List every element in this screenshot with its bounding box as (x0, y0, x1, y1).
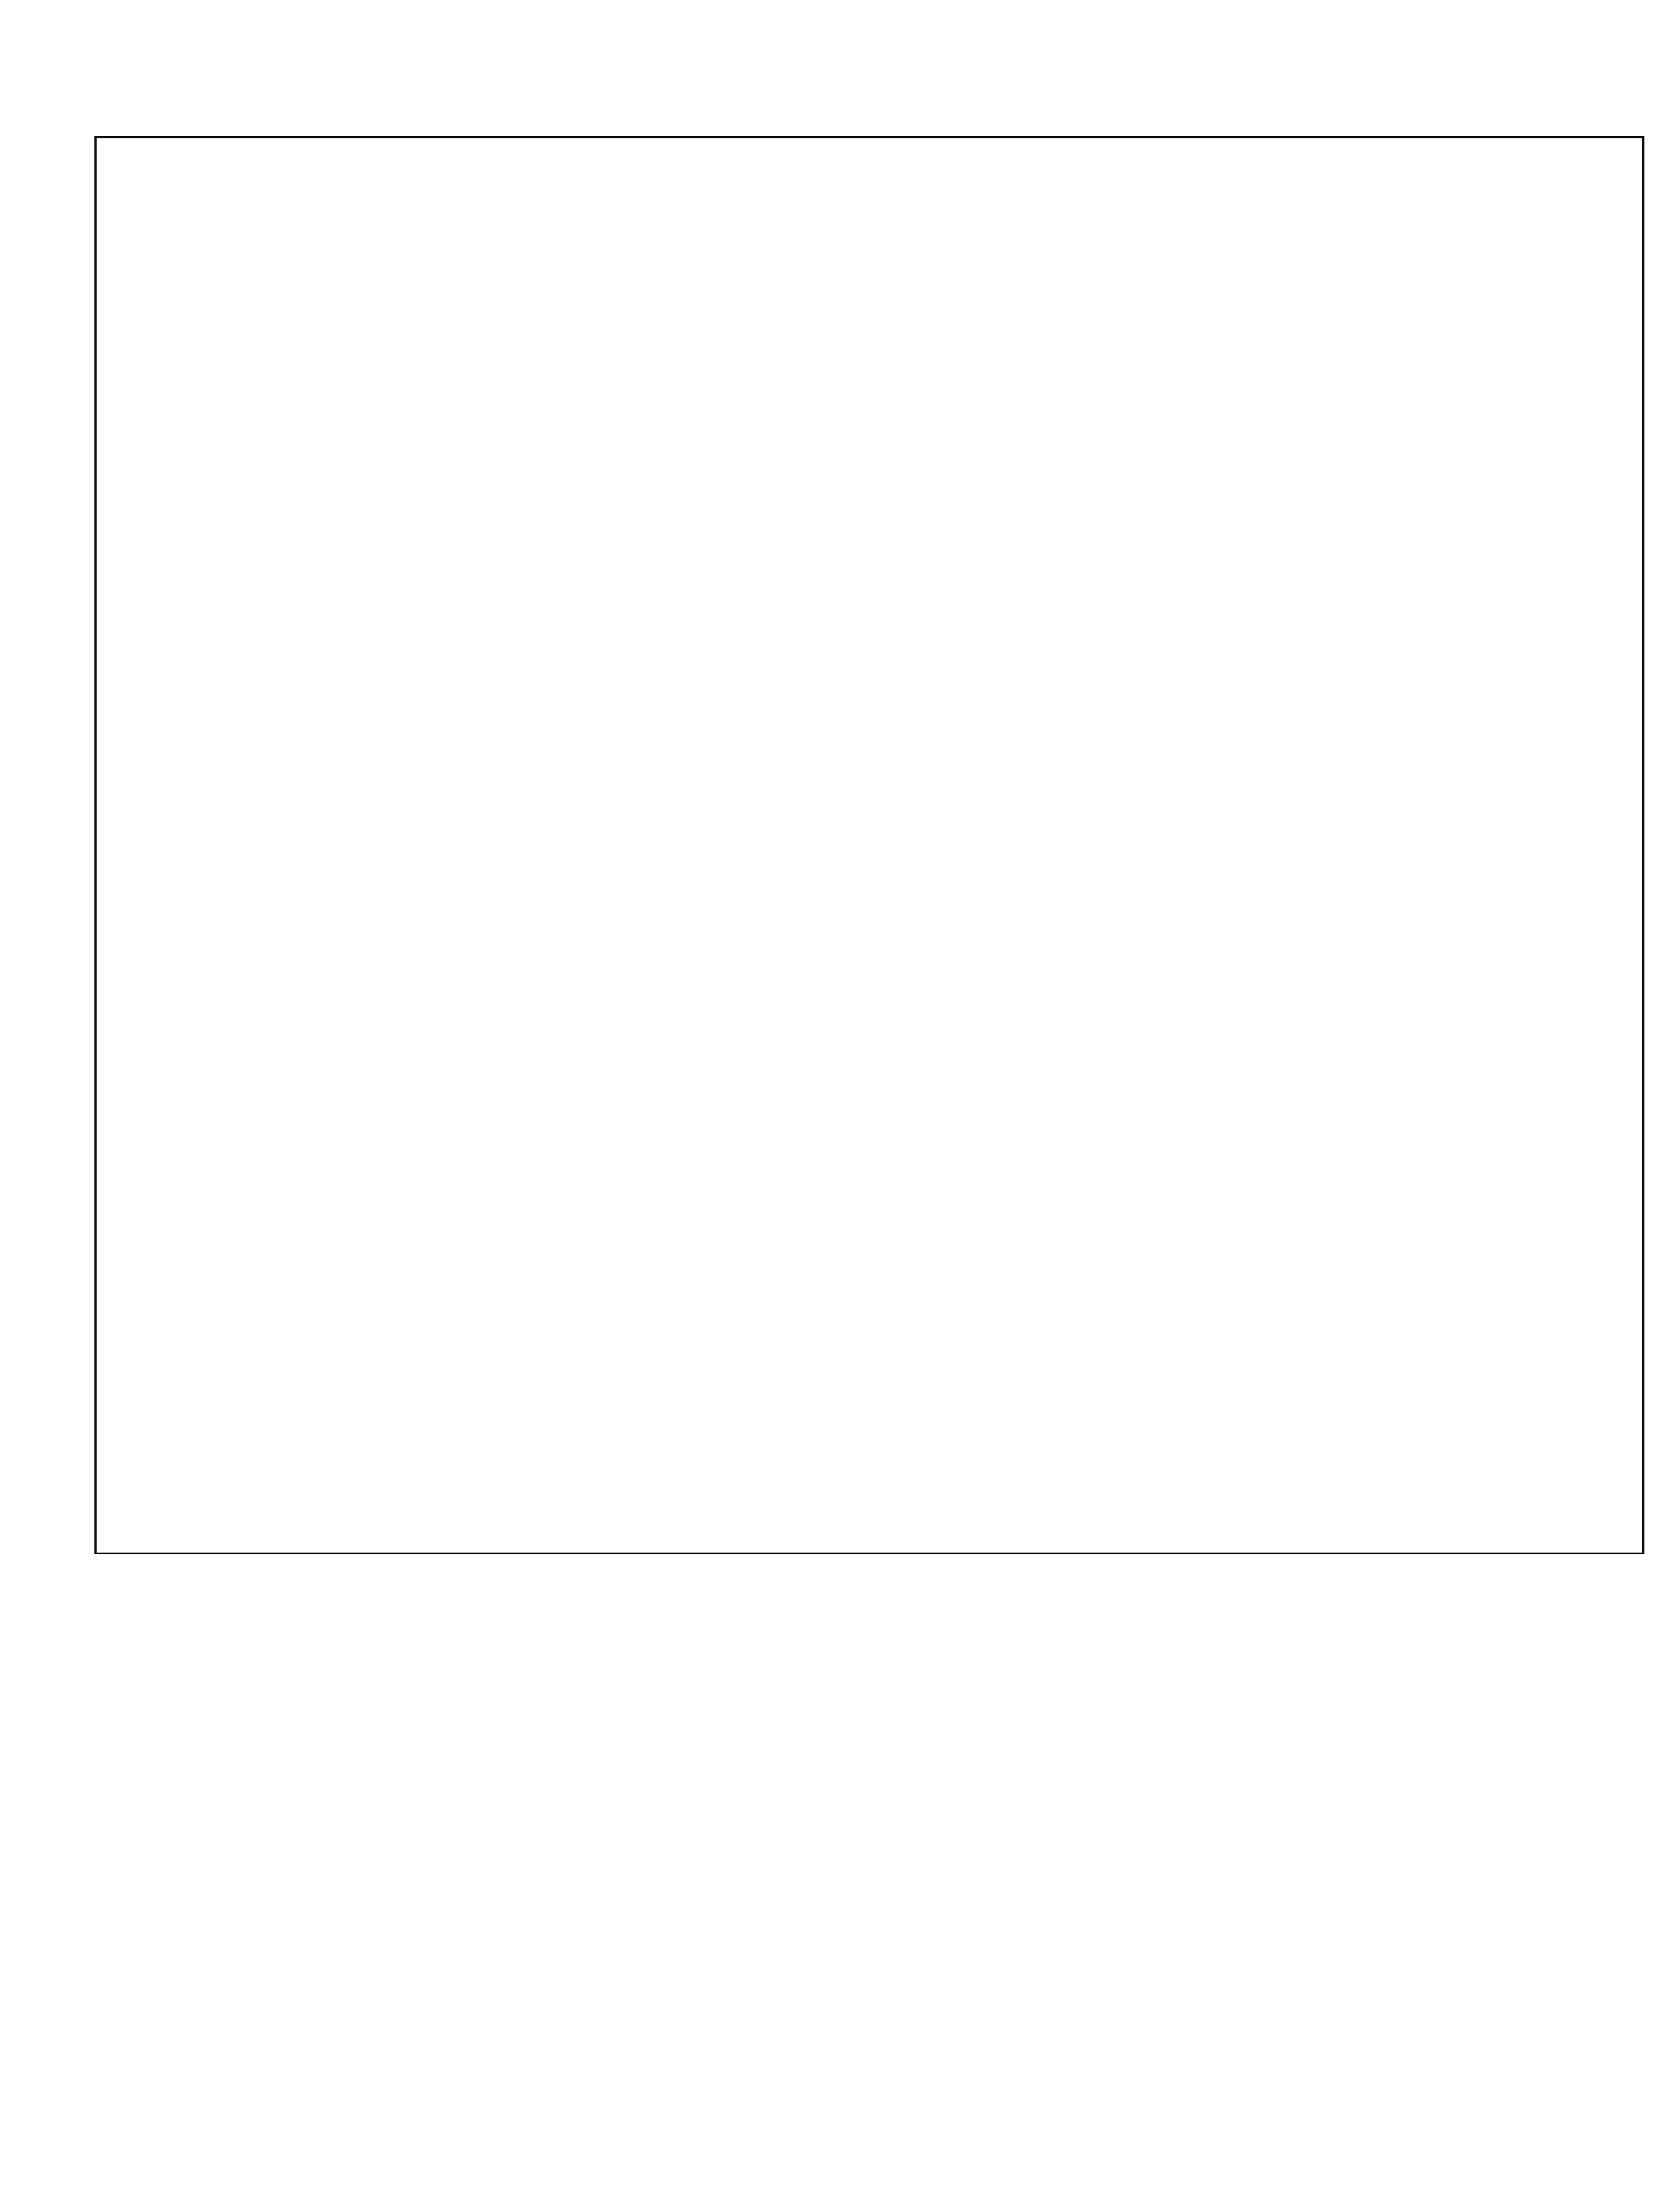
table-frame (94, 136, 1644, 1554)
